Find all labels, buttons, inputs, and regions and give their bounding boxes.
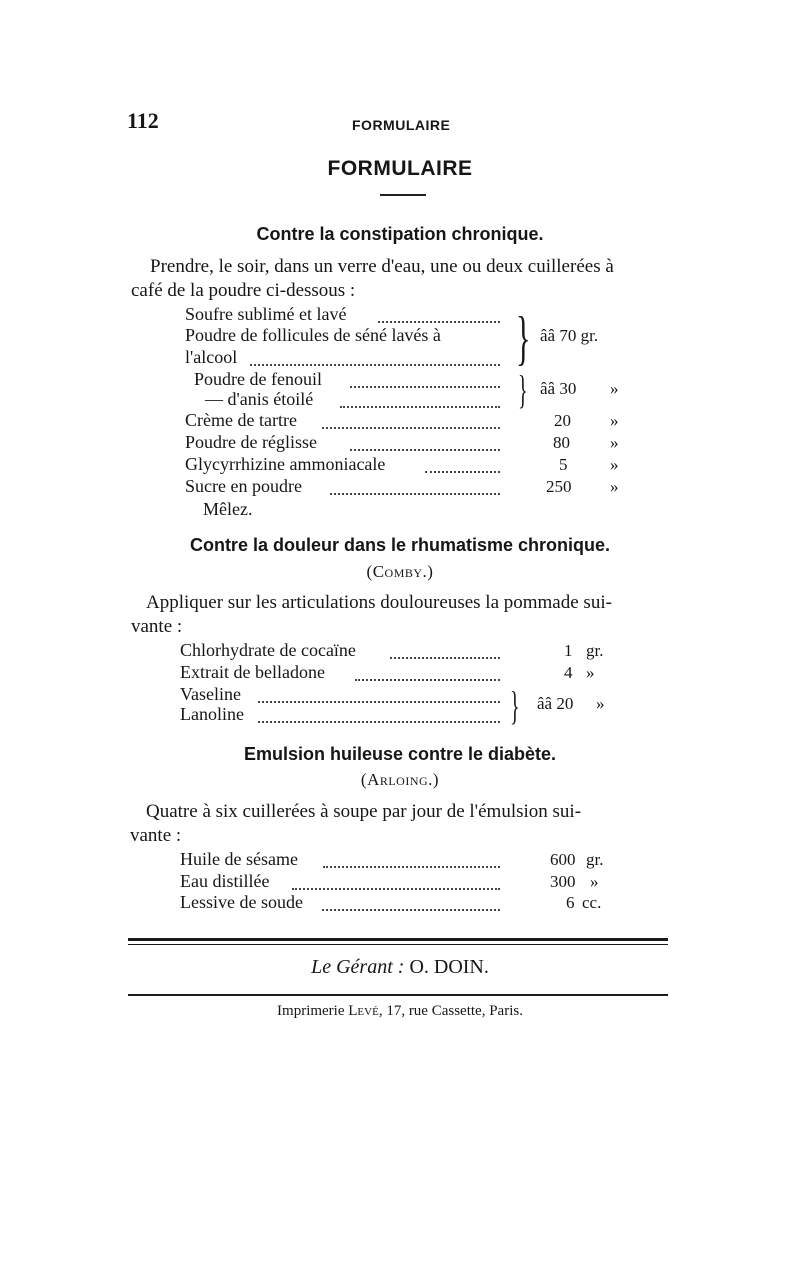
- page-number: 112: [127, 108, 159, 133]
- qty-eau-distillee: 300: [550, 872, 576, 891]
- intro-constipation-line2: café de la poudre ci-dessous :: [131, 280, 356, 301]
- leader-dots: [425, 471, 500, 473]
- gerant-line: [0, 956, 800, 979]
- intro-constipation-line1: Prendre, le soir, dans un verre d'eau, une ou deux cuillerées à: [150, 256, 614, 277]
- printer-prefix: Imprimerie: [277, 1003, 345, 1019]
- printer-address: , 17, rue Cassette, Paris.: [378, 1003, 523, 1019]
- qty-lessive-soude: 6: [566, 893, 575, 912]
- ingredient-soufre: Soufre sublimé et lavé: [185, 304, 347, 324]
- leader-dots: [330, 493, 500, 495]
- intro-rhumatisme-line1: Appliquer sur les articulations douloureuses la pommade sui-: [146, 592, 612, 613]
- ingredient-anis: — d'anis étoilé: [205, 389, 314, 409]
- ingredient-belladone: Extrait de belladone: [180, 662, 325, 682]
- ingredient-huile-sesame: Huile de sésame: [180, 849, 298, 869]
- ingredient-lanoline: Lanoline: [180, 704, 244, 724]
- author-comby: (Comby.): [366, 562, 434, 581]
- leader-dots: [322, 909, 500, 911]
- section-title-rhumatisme: Contre la douleur dans le rhumatisme chronique.: [189, 535, 611, 555]
- unit-reglisse: »: [610, 433, 619, 452]
- group-2-quantity: ââ 30: [540, 379, 577, 398]
- ingredient-reglisse: Poudre de réglisse: [185, 432, 317, 452]
- main-title: FORMULAIRE: [327, 157, 473, 180]
- gerant-label: Le Gérant :: [311, 956, 405, 978]
- leader-dots: [258, 701, 500, 703]
- footer-rule-top: [128, 938, 668, 941]
- brace-group-1: }: [516, 305, 531, 371]
- ingredient-alcool: l'alcool: [185, 347, 238, 367]
- leader-dots: [350, 386, 500, 388]
- unit-huile-sesame: gr.: [586, 850, 604, 869]
- group-1-quantity: ââ 70 gr.: [540, 326, 599, 345]
- ingredient-fenouil: Poudre de fenouil: [194, 369, 322, 389]
- unit-eau-distillee: »: [590, 872, 599, 891]
- leader-dots: [258, 721, 500, 723]
- printer-line: [0, 1003, 800, 1020]
- unit-cocaine: gr.: [586, 641, 604, 660]
- intro-diabete-line2: vante :: [130, 825, 182, 846]
- qty-huile-sesame: 600: [550, 850, 576, 869]
- unit-creme-tartre: »: [610, 411, 619, 430]
- unit-glycyrrhizine: »: [610, 455, 619, 474]
- title-rule: [380, 194, 426, 196]
- running-title: FORMULAIRE: [352, 117, 451, 133]
- leader-dots: [390, 657, 500, 659]
- section-title-constipation: Contre la constipation chronique.: [256, 224, 544, 244]
- unit-belladone: »: [586, 663, 595, 682]
- ingredient-follicules: Poudre de follicules de séné lavés à: [185, 325, 441, 345]
- qty-cocaine: 1: [564, 641, 573, 660]
- brace-group-3: }: [510, 683, 520, 728]
- printer-name: Levé: [348, 1003, 379, 1019]
- qty-sucre: 250: [546, 477, 572, 496]
- group-3-unit: »: [596, 694, 605, 713]
- unit-sucre: »: [610, 477, 619, 496]
- leader-dots: [378, 321, 500, 323]
- ingredient-sucre: Sucre en poudre: [185, 476, 302, 496]
- footer-rule-bottom: [128, 994, 668, 996]
- unit-lessive-soude: cc.: [582, 893, 602, 912]
- ingredient-glycyrrhizine: Glycyrrhizine ammoniacale: [185, 454, 386, 474]
- ingredient-lessive-soude: Lessive de soude: [180, 892, 303, 912]
- group-3-quantity: ââ 20: [537, 694, 574, 713]
- leader-dots: [340, 406, 500, 408]
- leader-dots: [322, 427, 500, 429]
- author-arloing: (Arloing.): [360, 770, 440, 789]
- section-title-diabete: Emulsion huileuse contre le diabète.: [243, 744, 557, 764]
- leader-dots: [250, 364, 500, 366]
- leader-dots: [292, 888, 500, 890]
- leader-dots: [355, 679, 500, 681]
- qty-reglisse: 80: [553, 433, 570, 452]
- ingredient-cocaine: Chlorhydrate de cocaïne: [180, 640, 356, 660]
- ingredient-creme-tartre: Crème de tartre: [185, 410, 297, 430]
- intro-rhumatisme-line2: vante :: [131, 616, 183, 637]
- ingredient-vaseline: Vaseline: [180, 684, 241, 704]
- qty-creme-tartre: 20: [554, 411, 571, 430]
- closing-instruction: Mêlez.: [203, 499, 253, 519]
- qty-glycyrrhizine: 5: [559, 455, 568, 474]
- intro-diabete-line1: Quatre à six cuillerées à soupe par jour de l'émulsion sui-: [146, 801, 582, 822]
- gerant-name: O. DOIN.: [409, 956, 489, 978]
- qty-belladone: 4: [564, 663, 573, 682]
- footer-rule-top-thin: [128, 944, 668, 945]
- leader-dots: [350, 449, 500, 451]
- brace-group-2: }: [518, 367, 528, 412]
- ingredient-eau-distillee: Eau distillée: [180, 871, 270, 891]
- leader-dots: [323, 866, 500, 868]
- group-2-unit: »: [610, 379, 619, 398]
